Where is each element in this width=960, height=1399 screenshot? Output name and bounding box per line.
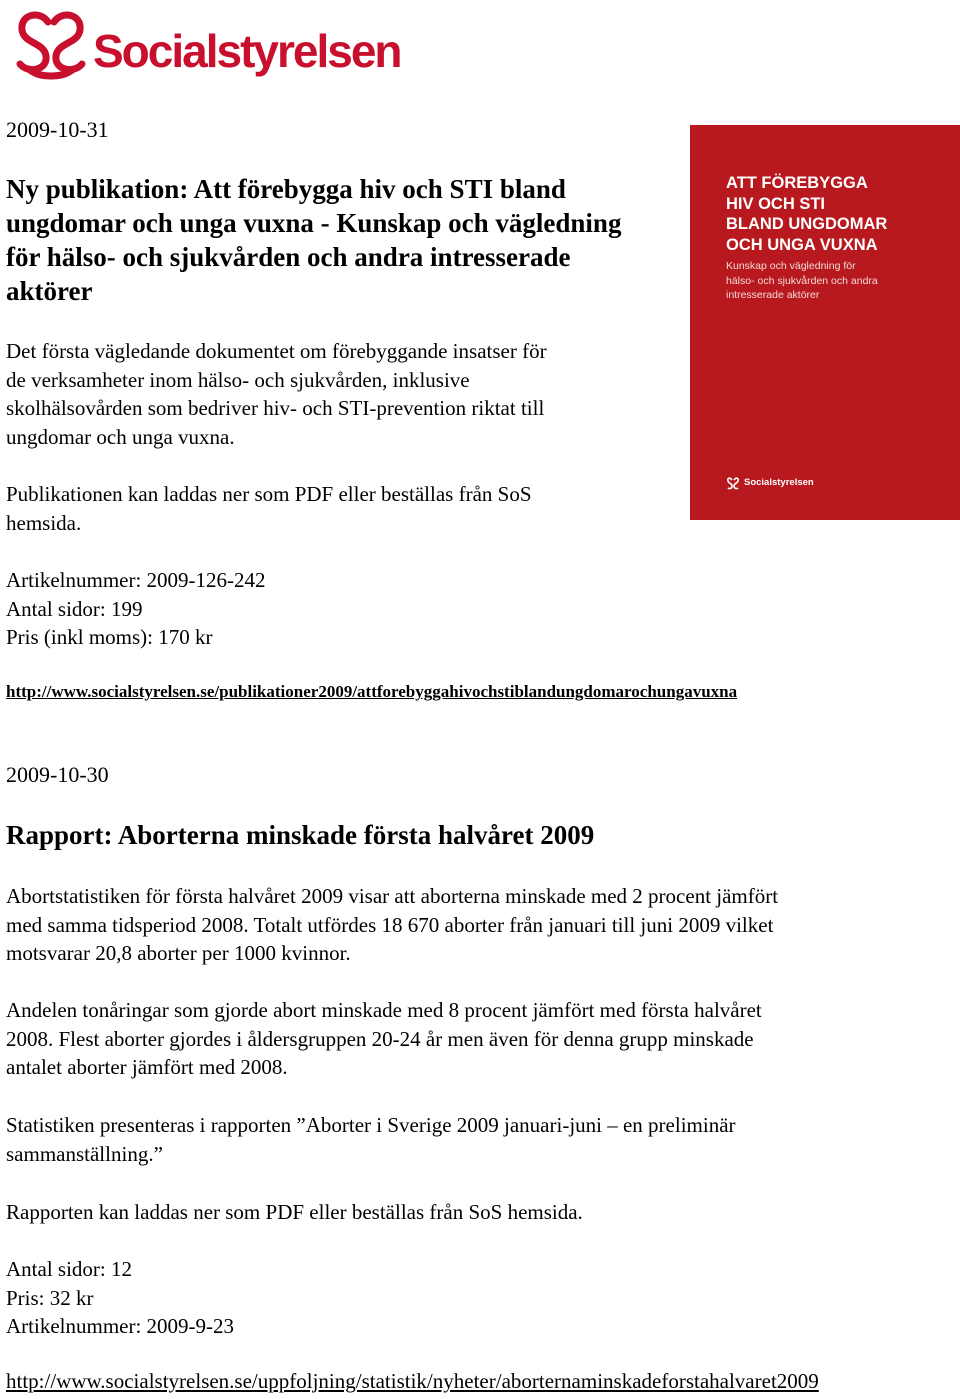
cover-title-line: HIV OCH STI <box>726 194 826 213</box>
title-line: aktörer <box>6 276 93 306</box>
cover-title <box>726 173 951 255</box>
paragraph-line: Abortstatistiken för första halvåret 2009 visar att aborterna minskade med 2 procent jämfört <box>6 884 779 908</box>
publication-details <box>6 566 686 652</box>
article-paragraph <box>6 1111 956 1168</box>
body-line: Det första vägledande dokumentet om förebyggande insatser för <box>6 339 547 363</box>
cover-subtitle-line: Kunskap och vägledning för <box>726 260 856 272</box>
paragraph-line: med samma tidsperiod 2008. Totalt utfördes 18 670 aborter från januari till juni 2009 vilket <box>6 912 774 937</box>
article-date: 2009-10-31 <box>6 117 109 142</box>
cover-title-line: OCH UNGA VUXNA <box>726 235 878 254</box>
cover-subtitle-line: hälso- och sjukvården och andra <box>726 274 878 287</box>
title-line: Ny publikation: Att förebygga hiv och STI bland <box>6 174 566 204</box>
body-line: de verksamheter inom hälso- och sjukvården, inklusive <box>6 367 470 392</box>
page-count: Antal sidor: 199 <box>6 596 143 621</box>
book-cover-image <box>690 125 960 520</box>
article-date: 2009-10-30 <box>6 762 109 787</box>
publication-link[interactable]: http://www.socialstyrelsen.se/publikationer2009/attforebyggahivochstiblandungdomarochungavuxna <box>6 682 738 701</box>
paragraph-line: Statistiken presenteras i rapporten ”Aborter i Sverige 2009 januari-juni – en preliminär <box>6 1113 736 1137</box>
logo-wordmark: Socialstyrelsen <box>93 25 401 77</box>
paragraph-line: motsvarar 20,8 aborter per 1000 kvinnor. <box>6 941 351 965</box>
download-line: Publikationen kan laddas ner som PDF eller beställas från SoS <box>6 482 532 506</box>
cover-emblem-icon <box>726 477 740 491</box>
publication-details <box>6 1255 956 1341</box>
download-line: hemsida. <box>6 510 82 535</box>
article-title: Rapport: Aborterna minskade första halvåret 2009 <box>6 820 595 850</box>
cover-subtitle-line: intresserade aktörer <box>726 289 820 301</box>
socialstyrelsen-emblem-icon <box>10 8 90 80</box>
price: Pris: 32 kr <box>6 1285 94 1310</box>
article-body <box>6 337 686 451</box>
article-paragraph <box>6 996 956 1082</box>
price: Pris (inkl moms): 170 kr <box>6 625 213 649</box>
article-number: Artikelnummer: 2009-126-242 <box>6 568 266 592</box>
download-note <box>6 480 686 537</box>
page-count: Antal sidor: 12 <box>6 1257 132 1281</box>
body-line: ungdomar och unga vuxna. <box>6 424 235 449</box>
paragraph-line: Andelen tonåringar som gjorde abort minskade med 8 procent jämfört med första halvåret <box>6 998 762 1022</box>
body-line: skolhälsovården som bedriver hiv- och STI-prevention riktat till <box>6 396 545 420</box>
socialstyrelsen-logo <box>10 8 401 80</box>
report-link[interactable]: http://www.socialstyrelsen.se/uppfoljning/statistik/nyheter/aborternaminskadeforstahalvaret2009 <box>6 1369 819 1393</box>
paragraph-line: 2008. Flest aborter gjordes i åldersgruppen 20-24 år men även för denna grupp minskade <box>6 1026 754 1051</box>
title-line: för hälso- och sjukvården och andra intresserade <box>6 242 571 272</box>
title-line: ungdomar och unga vuxna - Kunskap och vägledning <box>6 208 622 238</box>
article-number: Artikelnummer: 2009-9-23 <box>6 1314 235 1338</box>
paragraph-line: antalet aborter jämfört med 2008. <box>6 1055 288 1079</box>
paragraph-line: sammanställning.” <box>6 1141 163 1166</box>
cover-subtitle <box>726 259 954 303</box>
article-title <box>6 172 686 308</box>
cover-title-line: BLAND UNGDOMAR <box>726 215 888 233</box>
article-paragraph <box>6 882 956 968</box>
cover-brand: Socialstyrelsen <box>744 477 814 488</box>
cover-title-line: ATT FÖREBYGGA <box>726 174 868 192</box>
article-paragraph: Rapporten kan laddas ner som PDF eller beställas från SoS hemsida. <box>6 1200 583 1224</box>
